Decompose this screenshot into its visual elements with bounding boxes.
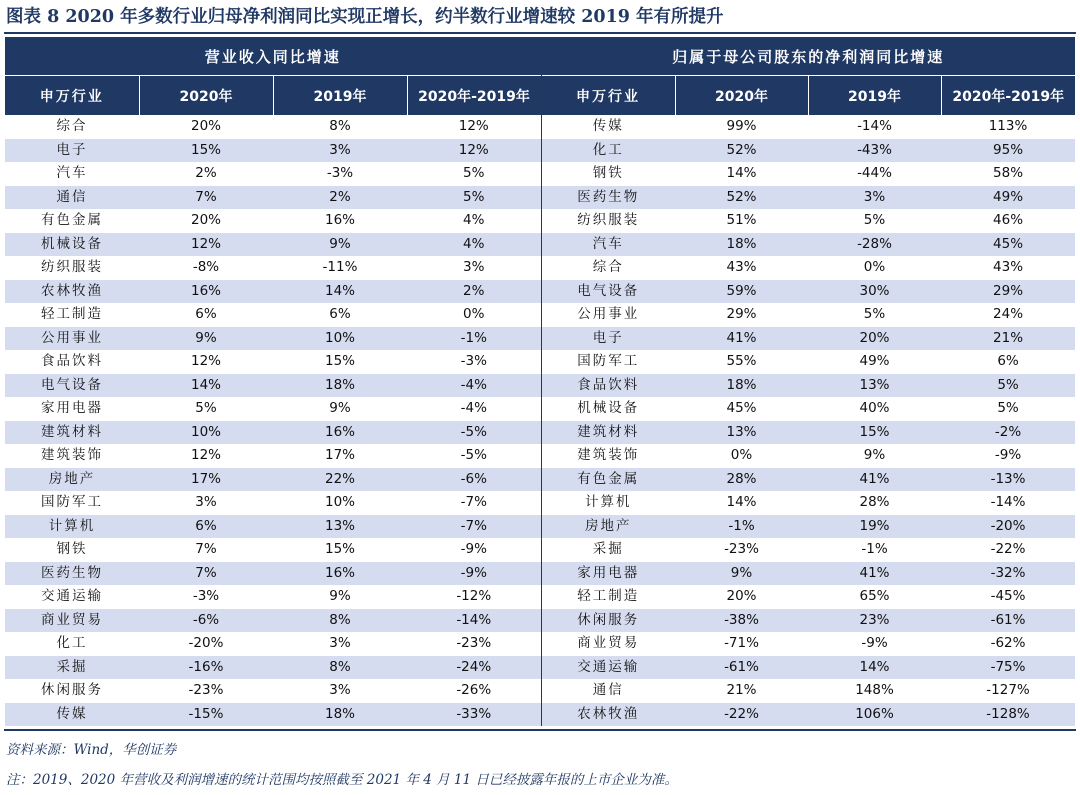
- profit-value-2019-cell: 49%: [859, 353, 890, 369]
- revenue-value-2019-cell: 10%: [324, 494, 355, 510]
- revenue-value-2020-cell: 14%: [139, 374, 273, 398]
- revenue-value-2019-cell: 22%: [273, 468, 407, 492]
- profit-diff-cell: 6%: [997, 353, 1019, 369]
- table-row: [5, 350, 1075, 374]
- profit-value-2019-cell: 15%: [808, 421, 941, 445]
- profit-industry-cell: 房地产: [541, 515, 675, 539]
- revenue-industry-cell: 汽车: [56, 165, 88, 181]
- revenue-industry-cell: 通信: [5, 186, 139, 210]
- profit-value-2020-cell: 14%: [726, 494, 757, 510]
- col-header-industry: 申万行业: [5, 76, 139, 116]
- profit-industry-cell: 综合: [541, 256, 675, 280]
- profit-industry-cell: 建筑材料: [541, 421, 675, 445]
- profit-value-2019-cell: -9%: [861, 635, 888, 651]
- revenue-industry-cell: 农林牧渔: [5, 280, 139, 304]
- table-row: [5, 703, 1075, 727]
- revenue-industry-cell: 休闲服务: [41, 682, 103, 698]
- profit-value-2020-cell: -61%: [675, 656, 808, 680]
- revenue-diff-cell: -3%: [460, 353, 487, 369]
- profit-value-2020-cell: -38%: [675, 609, 808, 633]
- table-row: [5, 562, 1075, 586]
- revenue-value-2020-cell: -15%: [139, 703, 273, 727]
- col-header-2020: 2020年: [675, 76, 808, 116]
- table-row: [5, 162, 1075, 186]
- profit-industry-cell: 通信: [541, 679, 675, 703]
- revenue-industry-cell: 电气设备: [5, 374, 139, 398]
- revenue-value-2020-cell: -3%: [192, 588, 220, 604]
- table-row: [5, 421, 1075, 445]
- group-header-row: [5, 37, 1075, 76]
- revenue-diff-cell: 4%: [407, 233, 541, 257]
- profit-value-2019-cell: 41%: [808, 468, 941, 492]
- table-row: [5, 280, 1075, 304]
- profit-value-2020-cell: 28%: [675, 468, 808, 492]
- profit-diff-cell: 58%: [993, 165, 1024, 181]
- revenue-industry-cell: 综合: [56, 118, 88, 134]
- revenue-value-2020-cell: 10%: [139, 421, 273, 445]
- revenue-value-2019-cell: 15%: [324, 353, 355, 369]
- group-header-net-profit: 归属于母公司股东的净利润同比增速: [541, 37, 1075, 76]
- profit-value-2020-cell: 43%: [726, 259, 757, 275]
- revenue-value-2020-cell: 12%: [139, 233, 273, 257]
- profit-value-2019-cell: 20%: [808, 327, 941, 351]
- revenue-value-2020-cell: 20%: [190, 212, 221, 228]
- profit-diff-cell: -2%: [941, 421, 1075, 445]
- revenue-diff-cell: -6%: [407, 468, 541, 492]
- profit-value-2020-cell: 51%: [726, 212, 757, 228]
- profit-diff-cell: -45%: [990, 588, 1026, 604]
- column-header-row: [5, 76, 1075, 116]
- revenue-value-2020-cell: -8%: [192, 259, 220, 275]
- table-row: [5, 538, 1075, 562]
- table-row: [5, 209, 1075, 233]
- profit-industry-cell: 纺织服装: [541, 209, 675, 233]
- col-header-2019: 2019年: [273, 76, 407, 116]
- revenue-diff-cell: -5%: [460, 447, 487, 463]
- revenue-value-2020-cell: 7%: [139, 186, 273, 210]
- table-row: [5, 491, 1075, 515]
- profit-value-2019-cell: 3%: [808, 186, 941, 210]
- revenue-diff-cell: -4%: [460, 400, 487, 416]
- profit-industry-cell: 商业贸易: [541, 632, 675, 656]
- table-row: [5, 256, 1075, 280]
- profit-industry-cell: 电气设备: [541, 280, 675, 304]
- revenue-value-2020-cell: 3%: [195, 494, 217, 510]
- revenue-diff-cell: -1%: [407, 327, 541, 351]
- col-header-diff: 2020年-2019年: [407, 76, 541, 116]
- revenue-value-2019-cell: 16%: [324, 212, 355, 228]
- table-row: [5, 374, 1075, 398]
- profit-diff-cell: -62%: [990, 635, 1026, 651]
- revenue-diff-cell: 3%: [463, 259, 485, 275]
- table-row: [5, 585, 1075, 609]
- profit-value-2019-cell: 9%: [863, 447, 886, 463]
- bottom-rule: [4, 729, 1076, 731]
- table-row: [5, 115, 1075, 139]
- revenue-industry-cell: 电子: [5, 139, 139, 163]
- table-row: [5, 468, 1075, 492]
- table-row: [5, 233, 1075, 257]
- revenue-value-2019-cell: 9%: [273, 233, 407, 257]
- profit-value-2020-cell: -1%: [675, 515, 808, 539]
- revenue-industry-cell: 建筑材料: [5, 421, 139, 445]
- profit-value-2020-cell: 29%: [726, 306, 757, 322]
- profit-industry-cell: 传媒: [541, 115, 675, 139]
- table-row: [5, 397, 1075, 421]
- revenue-value-2020-cell: 15%: [139, 139, 273, 163]
- revenue-value-2019-cell: 14%: [273, 280, 407, 304]
- revenue-industry-cell: 纺织服装: [41, 259, 103, 275]
- revenue-value-2019-cell: 10%: [273, 327, 407, 351]
- table-row: [5, 186, 1075, 210]
- revenue-value-2019-cell: 8%: [273, 656, 407, 680]
- profit-industry-cell: 家用电器: [541, 562, 675, 586]
- revenue-diff-cell: -5%: [407, 421, 541, 445]
- revenue-value-2020-cell: 7%: [139, 562, 273, 586]
- profit-value-2020-cell: 21%: [726, 682, 757, 698]
- profit-diff-cell: -20%: [941, 515, 1075, 539]
- profit-value-2020-cell: 9%: [675, 562, 808, 586]
- profit-value-2019-cell: 148%: [855, 682, 894, 698]
- profit-industry-cell: 采掘: [541, 538, 675, 562]
- profit-diff-cell: 46%: [993, 212, 1024, 228]
- revenue-diff-cell: -26%: [456, 682, 492, 698]
- profit-diff-cell: 5%: [997, 400, 1019, 416]
- footnote: 注：2019、2020 年营收及利润增速的统计范围均按照截至 2021 年 4 月 11 日已经披露年报的上市企业为准。: [6, 772, 678, 788]
- revenue-value-2019-cell: 18%: [273, 374, 407, 398]
- revenue-value-2020-cell: 9%: [139, 327, 273, 351]
- profit-value-2019-cell: 19%: [808, 515, 941, 539]
- revenue-value-2020-cell: 6%: [195, 306, 217, 322]
- profit-industry-cell: 机械设备: [541, 397, 675, 421]
- revenue-value-2019-cell: 18%: [273, 703, 407, 727]
- profit-value-2019-cell: 65%: [859, 588, 890, 604]
- profit-value-2019-cell: 23%: [808, 609, 941, 633]
- revenue-value-2019-cell: 9%: [329, 400, 351, 416]
- profit-industry-cell: 休闲服务: [541, 609, 675, 633]
- revenue-industry-cell: 建筑装饰: [41, 447, 103, 463]
- profit-diff-cell: 21%: [941, 327, 1075, 351]
- table-row: [5, 515, 1075, 539]
- profit-value-2020-cell: -23%: [724, 541, 759, 557]
- profit-industry-cell: 电子: [541, 327, 675, 351]
- col-header-2020: 2020年: [139, 76, 273, 116]
- revenue-diff-cell: 5%: [407, 186, 541, 210]
- revenue-value-2019-cell: 3%: [329, 635, 351, 651]
- figure-title: 图表 8 2020 年多数行业归母净利润同比实现正增长，约半数行业增速较 2019 年有所提升: [6, 7, 724, 27]
- revenue-industry-cell: 计算机: [5, 515, 139, 539]
- profit-value-2019-cell: 41%: [808, 562, 941, 586]
- revenue-industry-cell: 机械设备: [5, 233, 139, 257]
- revenue-value-2019-cell: 9%: [329, 588, 351, 604]
- revenue-industry-cell: 公用事业: [5, 327, 139, 351]
- profit-value-2019-cell: 0%: [863, 259, 886, 275]
- profit-industry-cell: 钢铁: [541, 162, 675, 186]
- revenue-value-2020-cell: 7%: [195, 541, 217, 557]
- profit-diff-cell: -127%: [986, 682, 1030, 698]
- revenue-value-2019-cell: 3%: [273, 139, 407, 163]
- revenue-value-2020-cell: -6%: [139, 609, 273, 633]
- profit-value-2020-cell: 52%: [675, 186, 808, 210]
- revenue-diff-cell: -12%: [456, 588, 492, 604]
- profit-diff-cell: -9%: [994, 447, 1022, 463]
- revenue-industry-cell: 钢铁: [56, 541, 88, 557]
- profit-industry-cell: 交通运输: [541, 656, 675, 680]
- profit-value-2019-cell: 5%: [863, 212, 886, 228]
- profit-diff-cell: 24%: [993, 306, 1024, 322]
- profit-value-2020-cell: 13%: [675, 421, 808, 445]
- profit-diff-cell: -128%: [941, 703, 1075, 727]
- revenue-value-2020-cell: 12%: [190, 447, 221, 463]
- revenue-diff-cell: 4%: [463, 212, 485, 228]
- revenue-value-2020-cell: -23%: [188, 682, 224, 698]
- top-rule: [4, 32, 1076, 34]
- profit-value-2020-cell: 52%: [675, 139, 808, 163]
- revenue-value-2020-cell: 20%: [190, 118, 221, 134]
- revenue-value-2019-cell: 16%: [273, 562, 407, 586]
- revenue-value-2020-cell: 16%: [139, 280, 273, 304]
- revenue-value-2020-cell: -20%: [188, 635, 224, 651]
- growth-table: [5, 37, 1075, 726]
- profit-industry-cell: 农林牧渔: [541, 703, 675, 727]
- revenue-industry-cell: 有色金属: [41, 212, 103, 228]
- revenue-value-2020-cell: -16%: [139, 656, 273, 680]
- revenue-value-2019-cell: 17%: [324, 447, 355, 463]
- revenue-diff-cell: -7%: [460, 494, 487, 510]
- profit-diff-cell: -75%: [941, 656, 1075, 680]
- revenue-diff-cell: 12%: [458, 118, 489, 134]
- profit-diff-cell: -13%: [941, 468, 1075, 492]
- profit-value-2020-cell: 0%: [730, 447, 753, 463]
- profit-diff-cell: 49%: [941, 186, 1075, 210]
- revenue-diff-cell: -14%: [407, 609, 541, 633]
- profit-value-2019-cell: -14%: [857, 118, 892, 134]
- revenue-diff-cell: 12%: [407, 139, 541, 163]
- profit-industry-cell: 汽车: [541, 233, 675, 257]
- profit-diff-cell: -32%: [941, 562, 1075, 586]
- profit-value-2019-cell: -1%: [861, 541, 888, 557]
- revenue-value-2019-cell: 13%: [273, 515, 407, 539]
- profit-diff-cell: 43%: [993, 259, 1024, 275]
- revenue-industry-cell: 国防军工: [41, 494, 103, 510]
- revenue-industry-cell: 采掘: [5, 656, 139, 680]
- revenue-value-2020-cell: 17%: [139, 468, 273, 492]
- revenue-industry-cell: 食品饮料: [41, 353, 103, 369]
- table-row: [5, 609, 1075, 633]
- revenue-value-2019-cell: 15%: [324, 541, 355, 557]
- revenue-value-2019-cell: -3%: [326, 165, 354, 181]
- profit-value-2020-cell: 18%: [675, 233, 808, 257]
- revenue-diff-cell: -9%: [407, 562, 541, 586]
- revenue-industry-cell: 交通运输: [41, 588, 103, 604]
- table-body: [5, 115, 1075, 726]
- revenue-diff-cell: 2%: [407, 280, 541, 304]
- profit-diff-cell: 45%: [941, 233, 1075, 257]
- revenue-value-2020-cell: 6%: [139, 515, 273, 539]
- profit-value-2020-cell: 41%: [675, 327, 808, 351]
- revenue-diff-cell: -23%: [456, 635, 492, 651]
- col-header-2019: 2019年: [808, 76, 941, 116]
- profit-diff-cell: -61%: [941, 609, 1075, 633]
- profit-industry-cell: 化工: [541, 139, 675, 163]
- profit-diff-cell: 29%: [941, 280, 1075, 304]
- revenue-value-2019-cell: 6%: [329, 306, 351, 322]
- revenue-diff-cell: -7%: [407, 515, 541, 539]
- profit-value-2020-cell: 55%: [726, 353, 757, 369]
- revenue-value-2020-cell: 2%: [195, 165, 217, 181]
- profit-industry-cell: 食品饮料: [541, 374, 675, 398]
- profit-value-2019-cell: 40%: [859, 400, 890, 416]
- profit-diff-cell: 113%: [988, 118, 1028, 134]
- revenue-industry-cell: 商业贸易: [5, 609, 139, 633]
- profit-value-2020-cell: 45%: [726, 400, 757, 416]
- revenue-diff-cell: -9%: [460, 541, 487, 557]
- profit-diff-cell: 5%: [941, 374, 1075, 398]
- revenue-value-2019-cell: -11%: [322, 259, 358, 275]
- table-row: [5, 303, 1075, 327]
- table-row: [5, 679, 1075, 703]
- profit-value-2020-cell: 59%: [675, 280, 808, 304]
- profit-industry-cell: 医药生物: [541, 186, 675, 210]
- profit-diff-cell: 95%: [941, 139, 1075, 163]
- profit-industry-cell: 轻工制造: [541, 585, 675, 609]
- revenue-value-2020-cell: 5%: [195, 400, 217, 416]
- col-header-diff: 2020年-2019年: [941, 76, 1075, 116]
- revenue-diff-cell: 0%: [463, 306, 485, 322]
- table-row: [5, 632, 1075, 656]
- revenue-value-2019-cell: 8%: [273, 609, 407, 633]
- table-row: [5, 139, 1075, 163]
- profit-value-2020-cell: 20%: [726, 588, 757, 604]
- revenue-value-2019-cell: 8%: [329, 118, 351, 134]
- profit-value-2019-cell: -44%: [857, 165, 892, 181]
- profit-value-2020-cell: 14%: [726, 165, 757, 181]
- profit-value-2019-cell: 106%: [808, 703, 941, 727]
- revenue-industry-cell: 房地产: [5, 468, 139, 492]
- revenue-industry-cell: 化工: [56, 635, 88, 651]
- profit-industry-cell: 公用事业: [541, 303, 675, 327]
- profit-value-2019-cell: 30%: [808, 280, 941, 304]
- profit-value-2019-cell: -43%: [808, 139, 941, 163]
- revenue-diff-cell: -33%: [407, 703, 541, 727]
- table-row: [5, 327, 1075, 351]
- profit-industry-cell: 有色金属: [541, 468, 675, 492]
- revenue-industry-cell: 传媒: [5, 703, 139, 727]
- profit-industry-cell: 建筑装饰: [541, 444, 675, 468]
- table-row: [5, 444, 1075, 468]
- col-header-industry: 申万行业: [541, 76, 675, 116]
- revenue-diff-cell: 5%: [463, 165, 485, 181]
- revenue-value-2020-cell: 12%: [190, 353, 221, 369]
- profit-value-2019-cell: 5%: [863, 306, 886, 322]
- profit-value-2019-cell: 28%: [859, 494, 890, 510]
- profit-value-2019-cell: 14%: [808, 656, 941, 680]
- table-row: [5, 656, 1075, 680]
- profit-diff-cell: -22%: [990, 541, 1026, 557]
- source-note: 资料来源：Wind，华创证券: [6, 742, 177, 758]
- profit-diff-cell: -14%: [990, 494, 1026, 510]
- profit-industry-cell: 计算机: [541, 491, 675, 515]
- profit-value-2020-cell: 99%: [726, 118, 757, 134]
- revenue-diff-cell: -4%: [407, 374, 541, 398]
- profit-value-2020-cell: -22%: [675, 703, 808, 727]
- revenue-industry-cell: 轻工制造: [41, 306, 103, 322]
- profit-value-2019-cell: -28%: [808, 233, 941, 257]
- revenue-diff-cell: -24%: [407, 656, 541, 680]
- profit-value-2020-cell: 18%: [675, 374, 808, 398]
- group-header-revenue: 营业收入同比增速: [5, 37, 541, 76]
- revenue-value-2019-cell: 2%: [273, 186, 407, 210]
- revenue-industry-cell: 家用电器: [41, 400, 103, 416]
- revenue-industry-cell: 医药生物: [5, 562, 139, 586]
- profit-value-2019-cell: 13%: [808, 374, 941, 398]
- profit-value-2020-cell: -71%: [724, 635, 759, 651]
- revenue-value-2019-cell: 3%: [329, 682, 351, 698]
- revenue-value-2019-cell: 16%: [273, 421, 407, 445]
- profit-industry-cell: 国防军工: [541, 350, 675, 374]
